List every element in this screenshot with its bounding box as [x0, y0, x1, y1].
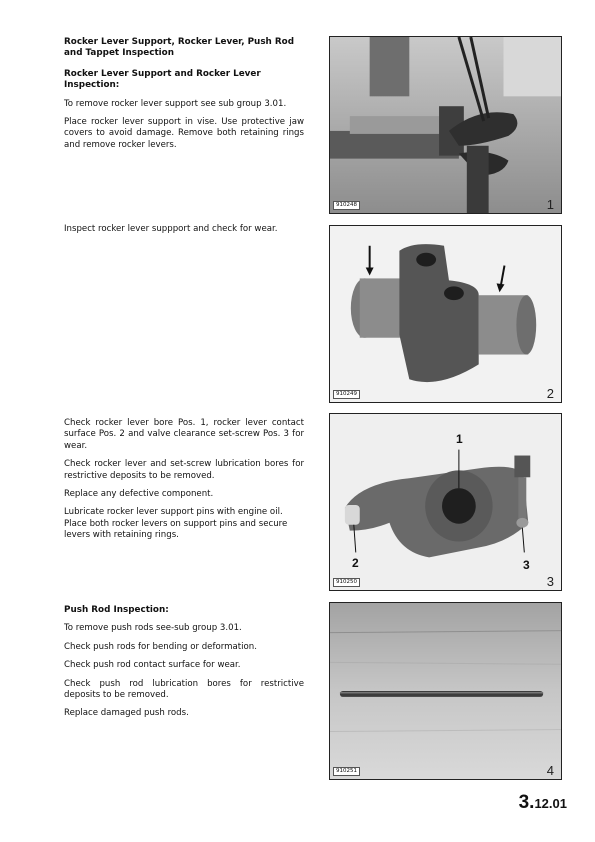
page-number-major: 3. [518, 792, 535, 813]
section-subtitle: Push Rod Inspection: [64, 605, 169, 615]
callout-3: 3 [523, 558, 530, 572]
paragraph: Check push rods for bending or deformation. [64, 641, 257, 652]
paragraph: Check rocker lever bore Pos. 1, rocker lever contact surface Pos. 2 and valve clearance set-screw Pos. 3 for wear. [64, 418, 304, 451]
paragraph: Replace damaged push rods. [64, 708, 189, 719]
figure-1-photo [329, 36, 562, 214]
callout-2: 2 [352, 556, 359, 570]
section-rocker-lever-support [64, 37, 304, 158]
rocker-support-photo [330, 226, 561, 402]
figure-number: 4 [546, 763, 554, 778]
page-number-minor: 12.01 [534, 796, 567, 811]
page-title: Rocker Lever Support, Rocker Lever, Push Rod and Tappet Inspection [64, 37, 294, 59]
callout-1: 1 [456, 432, 463, 446]
page-number [519, 792, 567, 814]
figure-code: 910248 [333, 201, 360, 210]
section-push-rod [64, 605, 304, 727]
section-rocker-lever-check [64, 418, 304, 549]
push-rod-photo [330, 603, 561, 779]
paragraph: Check push rod lubrication bores for restrictive deposits to be removed. [64, 678, 304, 701]
figure-code: 910251 [333, 767, 360, 776]
paragraph: To remove rocker lever support see sub group 3.01. [64, 98, 287, 109]
vise-photo [330, 37, 561, 213]
figure-number: 1 [546, 197, 554, 212]
paragraph: Place rocker lever support in vise. Use protective jaw covers to avoid damage. Remove both retaining rings and remove rocker levers. [64, 117, 304, 150]
paragraph: Inspect rocker lever suppport and check for wear. [64, 224, 278, 234]
paragraph: Lubricate rocker lever support pins with engine oil. Place both rocker levers on support pins and secure levers with retaining rings. [64, 507, 288, 541]
figure-code: 910250 [333, 578, 360, 587]
paragraph: Replace any defective component. [64, 489, 214, 500]
section-subtitle: Rocker Lever Support and Rocker Lever Inspection: [64, 68, 261, 91]
figure-2-photo [329, 225, 562, 403]
figure-number: 3 [546, 574, 554, 589]
paragraph: Check rocker lever and set-screw lubrication bores for restrictive deposits to be removed. [64, 459, 304, 481]
paragraph: To remove push rods see-sub group 3.01. [64, 623, 242, 634]
figure-number: 2 [546, 386, 554, 401]
section-support-inspection [64, 224, 304, 242]
paragraph: Check push rod contact surface for wear. [64, 660, 241, 671]
figure-4-photo [329, 602, 562, 780]
figure-code: 910249 [333, 390, 360, 399]
figure-3-photo [329, 413, 562, 591]
